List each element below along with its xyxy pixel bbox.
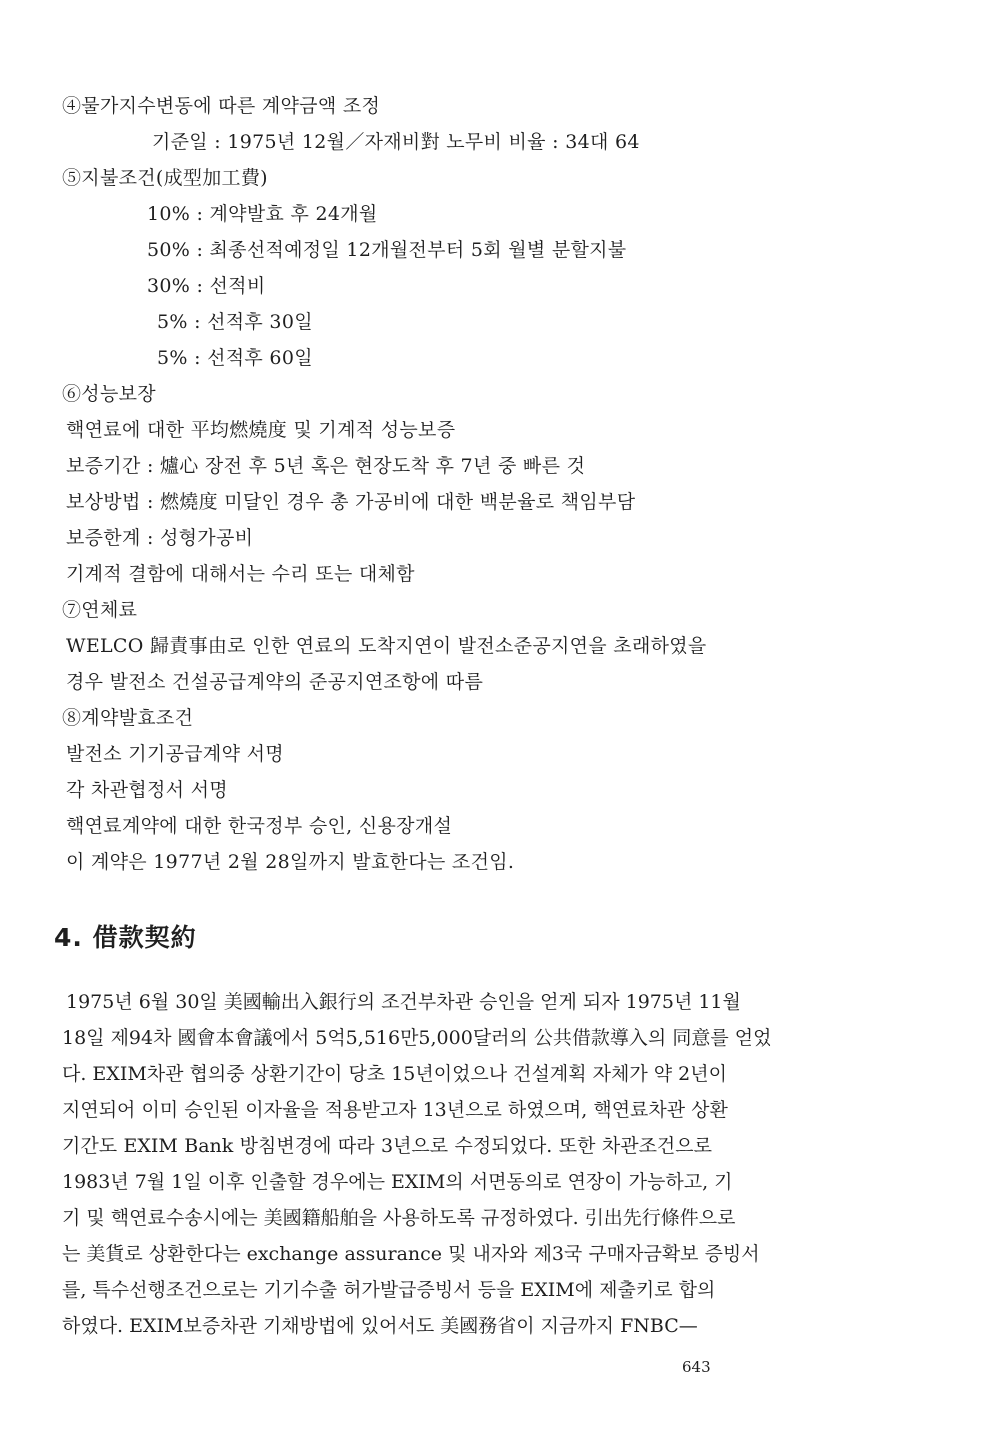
performance-line-2: 보증기간 : 爐心 장전 후 5년 혹은 현장도착 후 7년 중 빠른 것	[66, 455, 586, 477]
list-item-4-detail: 기준일 : 1975년 12월／자재비對 노무비 비율 : 34대 64	[152, 131, 640, 153]
paragraph-line: 1983년 7월 1일 이후 인출할 경우에는 EXIM의 서면동의로 연장이 가능하고, 기	[62, 1171, 733, 1193]
performance-line-5: 기계적 결함에 대해서는 수리 또는 대체함	[66, 563, 415, 585]
list-item-8: ⑧계약발효조건	[62, 707, 194, 729]
payment-term-2: 50% : 최종선적예정일 12개월전부터 5회 월별 분할지불	[147, 239, 627, 261]
payment-term-5: 5% : 선적후 60일	[157, 347, 313, 369]
paragraph-line: 기 및 핵연료수송시에는 美國籍船舶을 사용하도록 규정하였다. 引出先行條件으로	[62, 1207, 736, 1229]
paragraph-line: 기간도 EXIM Bank 방침변경에 따라 3년으로 수정되었다. 또한 차관조건으로	[62, 1135, 712, 1157]
condition-line-4: 이 계약은 1977년 2월 28일까지 발효한다는 조건임.	[66, 851, 515, 873]
paragraph-line: 18일 제94차 國會本會議에서 5억5,516만5,000달러의 公共借款導入의 同意를 얻었	[62, 1027, 772, 1049]
performance-line-4: 보증한계 : 성형가공비	[66, 527, 254, 549]
payment-term-1: 10% : 계약발효 후 24개월	[147, 203, 378, 225]
paragraph-line: 지연되어 이미 승인된 이자율을 적용받고자 13년으로 하였으며, 핵연료차관 상환	[62, 1099, 728, 1121]
condition-line-2: 각 차관협정서 서명	[66, 779, 228, 801]
paragraph-line: 를, 특수선행조건으로는 기기수출 허가발급증빙서 등을 EXIM에 제출키로 합의	[62, 1279, 716, 1301]
list-item-6: ⑥성능보장	[62, 383, 156, 405]
performance-line-3: 보상방법 : 燃燒度 미달인 경우 총 가공비에 대한 백분율로 책임부담	[66, 491, 636, 513]
condition-line-1: 발전소 기기공급계약 서명	[66, 743, 284, 765]
payment-term-4: 5% : 선적후 30일	[157, 311, 313, 333]
paragraph-line: 다. EXIM차관 협의중 상환기간이 당초 15년이었으나 건설계획 자체가 약 2년이	[62, 1063, 727, 1085]
section-heading: 4. 借款契約	[54, 923, 197, 952]
performance-line-1: 핵연료에 대한 平均燃燒度 및 기계적 성능보증	[66, 419, 456, 441]
list-item-5: ⑤지불조건(成型加工費)	[62, 167, 268, 189]
condition-line-3: 핵연료계약에 대한 한국정부 승인, 신용장개설	[66, 815, 453, 837]
paragraph-line: 하였다. EXIM보증차관 기채방법에 있어서도 美國務省이 지금까지 FNBC—	[62, 1315, 698, 1337]
late-fee-line-2: 경우 발전소 건설공급계약의 준공지연조항에 따름	[66, 671, 484, 693]
paragraph-line: 1975년 6월 30일 美國輸出入銀行의 조건부차관 승인을 얻게 되자 1975년 11월	[66, 991, 741, 1013]
list-item-4: ④물가지수변동에 따른 계약금액 조정	[62, 95, 381, 117]
page-number: 643	[682, 1358, 711, 1376]
list-item-7: ⑦연체료	[62, 599, 138, 621]
payment-term-3: 30% : 선적비	[147, 275, 266, 297]
paragraph-line: 는 美貨로 상환한다는 exchange assurance 및 내자와 제3국 구매자금확보 증빙서	[62, 1243, 760, 1265]
late-fee-line-1: WELCO 歸責事由로 인한 연료의 도착지연이 발전소준공지연을 초래하였을	[66, 635, 707, 657]
